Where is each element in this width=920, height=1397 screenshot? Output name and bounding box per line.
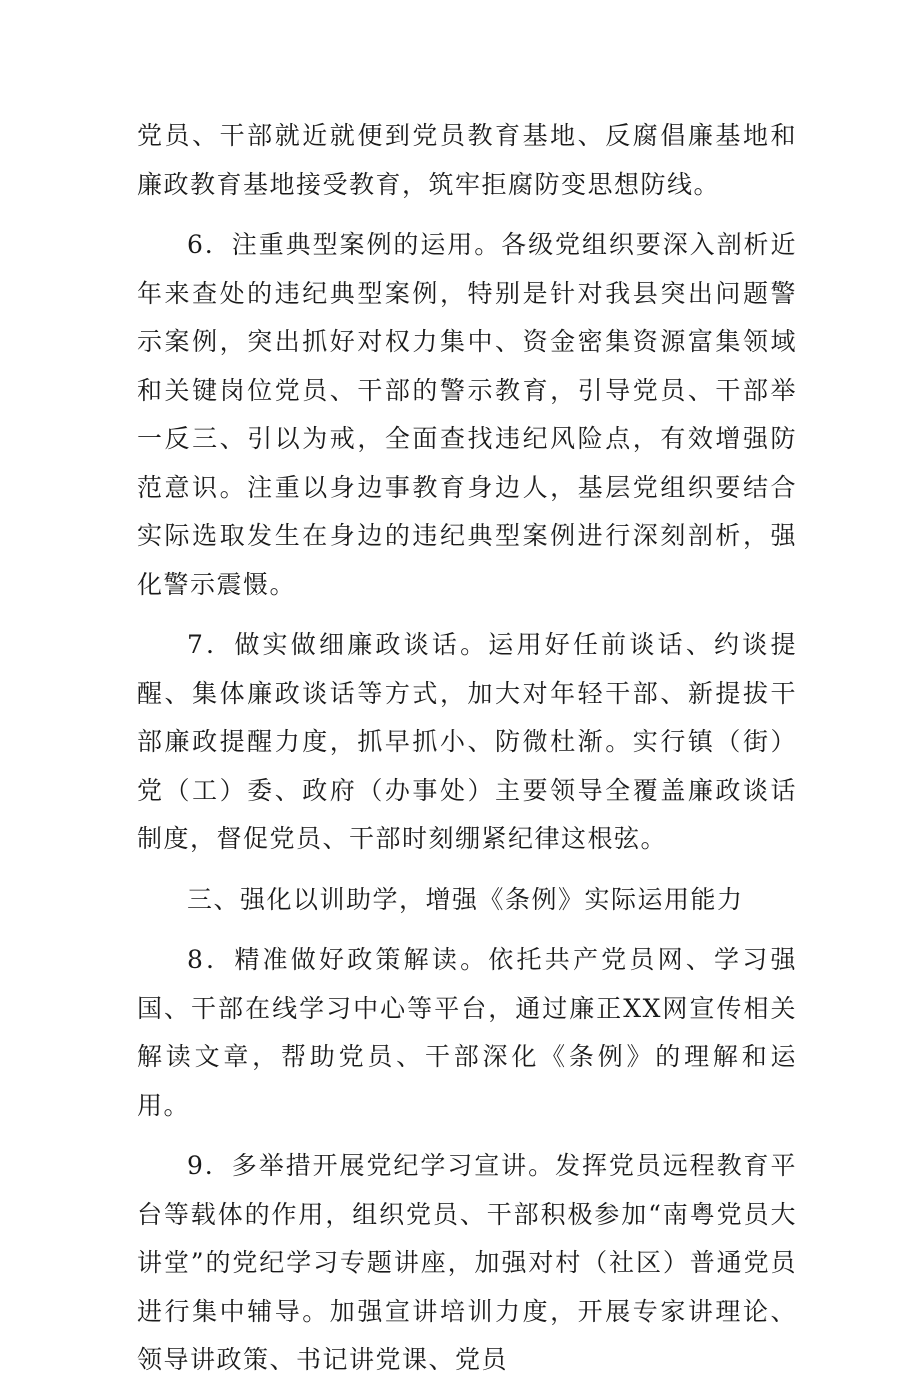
paragraph-item-9: 9．多举措开展党纪学习宣讲。发挥党员远程教育平台等载体的作用，组织党员、干部积极参加“南粤党员大讲堂”的党纪学习专题讲座，加强对村（社区）普通党员进行集中辅导。加强宣讲培训力度，开展专家讲理论、领导讲政策、书记讲党课、党员: [137, 1151, 797, 1374]
paragraph-item-7: 7．做实做细廉政谈话。运用好任前谈话、约谈提醒、集体廉政谈话等方式，加大对年轻干部、新提拔干部廉政提醒力度，抓早抓小、防微杜渐。实行镇（街）党（工）委、政府（办事处）主要领导全覆盖廉政谈话制度，督促党员、干部时刻绷紧纪律这根弦。: [137, 630, 797, 853]
section-heading-3: 三、强化以训助学，增强《条例》实际运用能力: [187, 884, 744, 914]
paragraph-continuation: 党员、干部就近就便到党员教育基地、反腐倡廉基地和廉政教育基地接受教育，筑牢拒腐防变思想防线。: [137, 121, 797, 199]
document-body: [137, 112, 797, 1397]
paragraph-item-6: 6．注重典型案例的运用。各级党组织要深入剖析近年来查处的违纪典型案例，特别是针对我县突出问题警示案例，突出抓好对权力集中、资金密集资源富集领域和关键岗位党员、干部的警示教育，引导党员、干部举一反三、引以为戒，全面查找违纪风险点，有效增强防范意识。注重以身边事教育身边人，基层党组织要结合实际选取发生在身边的违纪典型案例进行深刻剖析，强化警示震慑。: [137, 230, 797, 599]
paragraph-item-8: 8．精准做好政策解读。依托共产党员网、学习强国、干部在线学习中心等平台，通过廉正XX网宣传相关解读文章，帮助党员、干部深化《条例》的理解和运用。: [137, 945, 797, 1120]
